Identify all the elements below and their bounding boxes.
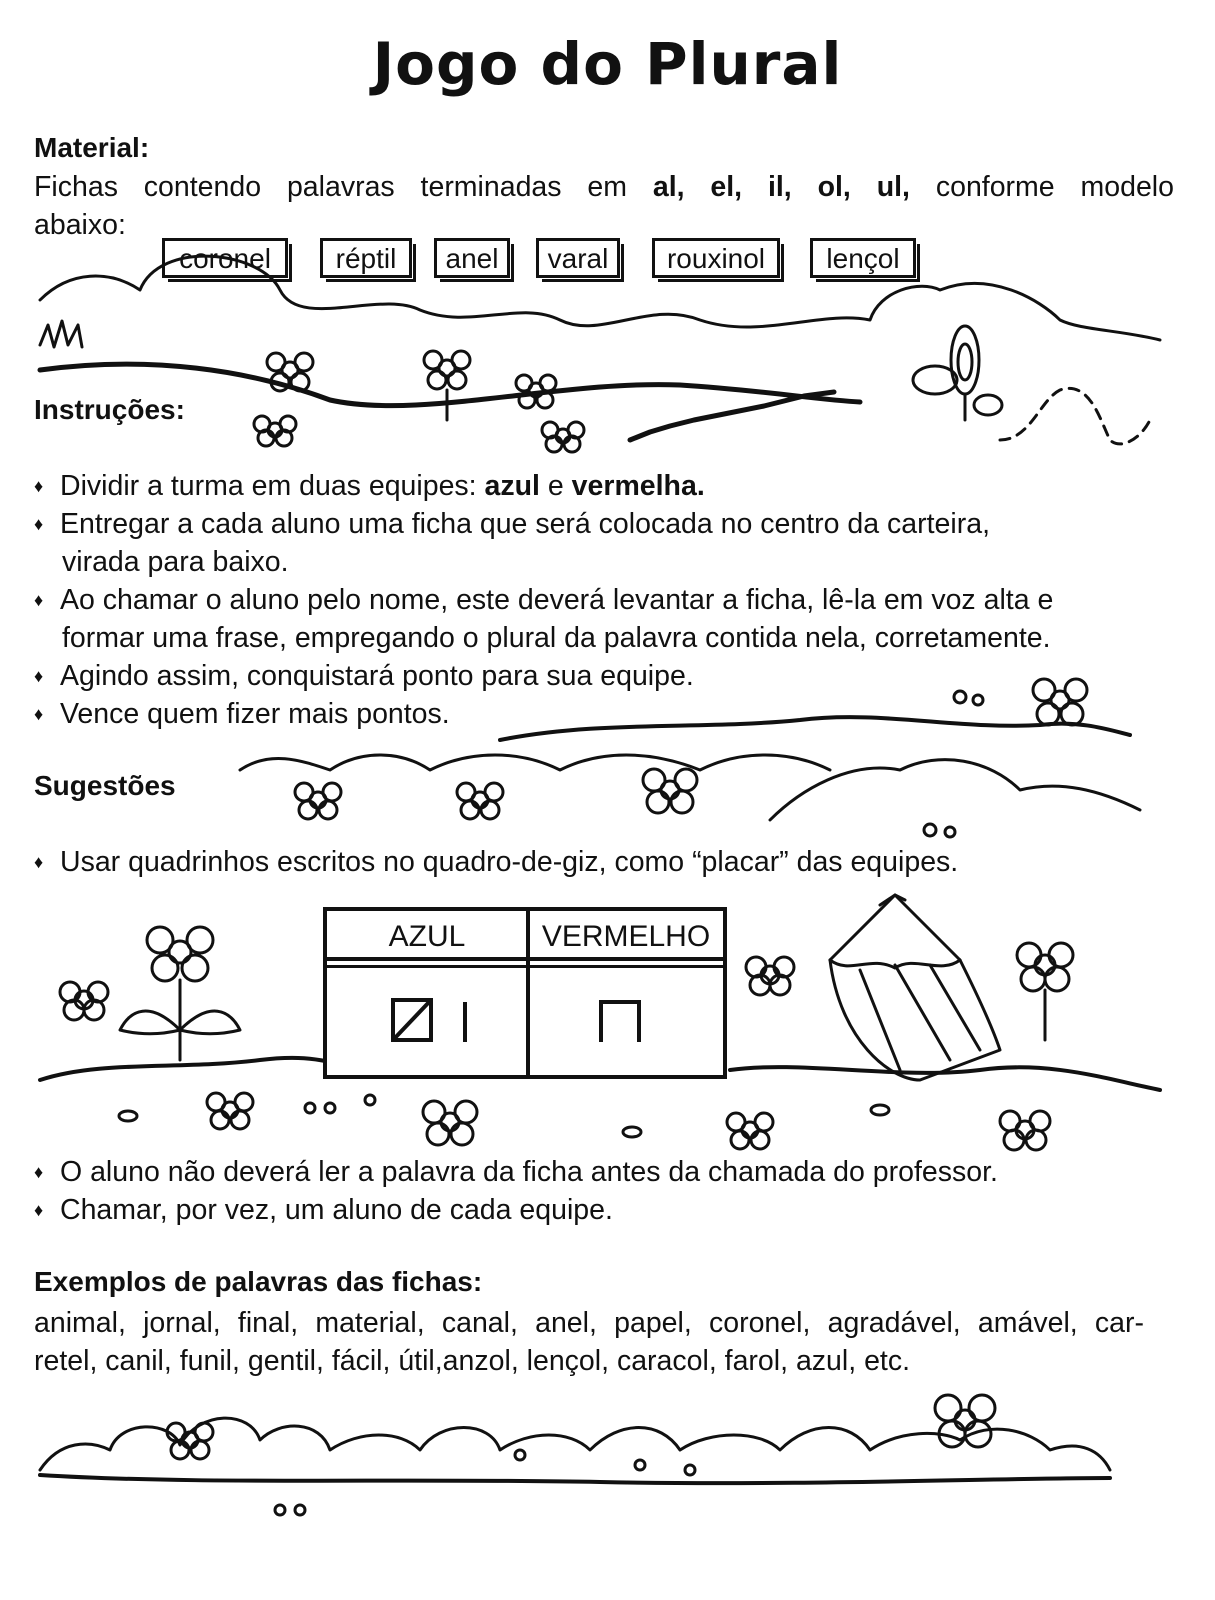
exemplos-line-1: animal, jornal, final, material, canal, anel, papel, coronel, agradável, amável, car-	[34, 1307, 1144, 1339]
flower-icon	[1017, 943, 1073, 1040]
flower-icon	[207, 1093, 253, 1129]
tally-blue-icon	[393, 1000, 465, 1042]
pencil-icon	[830, 895, 1000, 1080]
list-item-text: Agindo assim, conquistará ponto para sua equipe.	[60, 660, 694, 692]
list-item	[34, 695, 1184, 733]
list-item-continuation: virada para baixo.	[62, 546, 289, 578]
list-item-text: O aluno não deverá ler a palavra da ficha antes da chamada do professor.	[60, 1156, 998, 1188]
list-item-text: Ao chamar o aluno pelo nome, este deverá levantar a ficha, lê-la em voz alta e	[60, 584, 1054, 616]
scoreboard-header-blue: AZUL	[388, 920, 466, 953]
material-line-1	[34, 168, 1174, 206]
team-blue: azul	[484, 470, 540, 502]
diamond-bullet-icon: ♦	[34, 1200, 44, 1220]
diamond-bullet-icon: ♦	[34, 666, 44, 686]
flower-icon	[167, 1423, 213, 1459]
flower-icon	[120, 927, 240, 1060]
word-card: anel	[434, 238, 510, 278]
butterfly-icon	[913, 326, 1150, 444]
page-title: Jogo do Plural	[372, 30, 843, 98]
flower-icon	[423, 1101, 477, 1145]
team-red: vermelha.	[571, 470, 705, 502]
flower-icon	[295, 783, 341, 819]
list-item-text: Dividir a turma em duas equipes:	[60, 470, 485, 502]
scoreboard	[323, 907, 727, 1079]
list-item-text: Usar quadrinhos escritos no quadro-de-giz, como “placar” das equipes.	[60, 846, 959, 878]
material-text: Fichas contendo palavras terminadas em	[34, 171, 653, 203]
word-card: rouxinol	[652, 238, 780, 278]
sugestoes-heading: Sugestões	[34, 770, 176, 801]
flower-icon	[254, 416, 296, 446]
grass-line-bottom-scene	[40, 1058, 330, 1080]
tally-marks	[327, 911, 723, 1075]
material-text: conforme modelo	[909, 171, 1174, 203]
list-item-text: Entregar a cada aluno uma ficha que será colocada no centro da carteira,	[60, 508, 990, 540]
diamond-bullet-icon: ♦	[34, 476, 44, 496]
word-card: réptil	[320, 238, 412, 278]
diamond-bullet-icon: ♦	[34, 704, 44, 724]
flower-icon	[643, 769, 697, 813]
word-card: varal	[536, 238, 620, 278]
flower-icon	[542, 422, 584, 452]
flower-icon	[727, 1113, 773, 1149]
bush-outline	[240, 755, 830, 770]
flower-icon	[60, 982, 108, 1020]
list-item-text: e	[539, 470, 572, 502]
list-item	[34, 467, 1184, 505]
exemplos-heading: Exemplos de palavras das fichas:	[34, 1266, 483, 1297]
list-item-continuation: formar uma frase, empregando o plural da palavra contida nela, corretamente.	[62, 622, 1051, 654]
exemplos-line-2: retel, canil, funil, gentil, fácil, útil,anzol, lençol, caracol, farol, azul, etc.	[34, 1345, 910, 1377]
flower-icon	[1000, 1111, 1050, 1150]
material-line-2: abaixo:	[34, 209, 126, 241]
bush-border-bottom	[40, 1418, 1110, 1470]
grass-tuft	[40, 321, 82, 347]
list-item	[34, 1153, 1184, 1191]
grass-line-bottom	[40, 1475, 1110, 1483]
list-item-text: Vence quem fizer mais pontos.	[60, 698, 450, 730]
material-endings: al, el, il, ol, ul,	[652, 171, 910, 203]
word-card: lençol	[810, 238, 916, 278]
flower-icon	[457, 783, 503, 819]
list-item	[34, 581, 1184, 619]
diamond-bullet-icon: ♦	[34, 852, 44, 872]
diamond-bullet-icon: ♦	[34, 1162, 44, 1182]
list-item	[34, 657, 1184, 695]
list-item-text: Chamar, por vez, um aluno de cada equipe.	[60, 1194, 613, 1226]
flower-icon	[424, 351, 470, 420]
diamond-bullet-icon: ♦	[34, 514, 44, 534]
scoreboard-header-red: VERMELHO	[541, 920, 711, 953]
diamond-bullet-icon: ♦	[34, 590, 44, 610]
word-card: coronel	[162, 238, 288, 278]
list-item	[34, 505, 1184, 543]
list-item	[34, 1191, 1184, 1229]
material-heading: Material:	[34, 132, 150, 163]
instrucoes-heading: Instruções:	[34, 394, 185, 425]
tally-red-icon	[601, 1002, 639, 1042]
flower-icon	[746, 957, 794, 995]
flower-icon	[935, 1395, 995, 1447]
list-item	[34, 843, 1184, 881]
